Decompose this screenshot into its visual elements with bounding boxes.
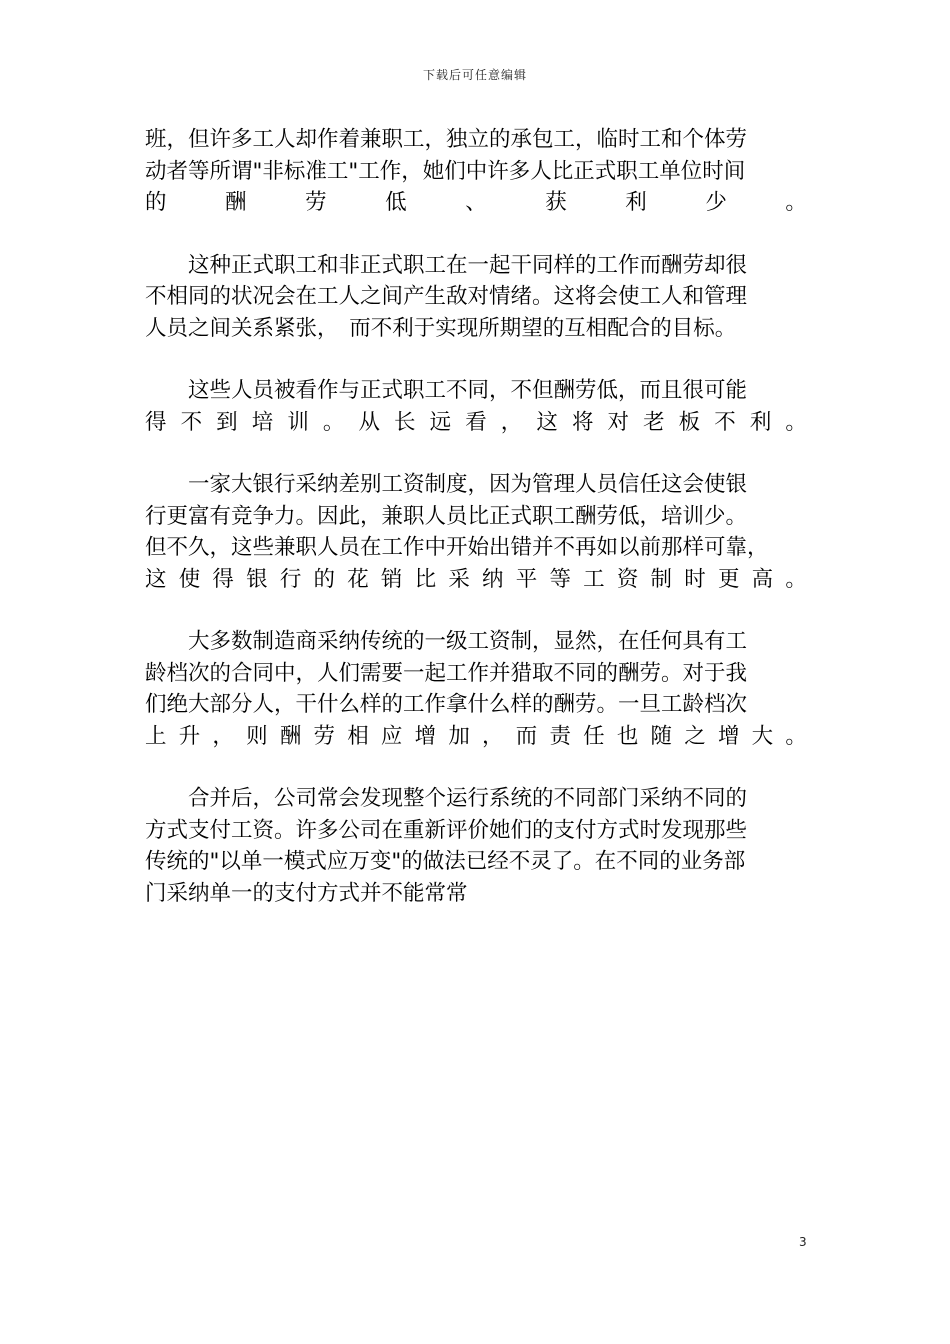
text-line: 一家大银行采纳差别工资制度，因为管理人员信任这会使银 — [145, 472, 748, 497]
text-line: 这 使 得 银 行 的 花 销 比 采 纳 平 等 工 资 制 时 更 高 。 — [145, 566, 807, 592]
text-line: 方式支付工资。许多公司在重新评价她们的支付方式时发现那些 — [145, 817, 748, 843]
text-line: 但不久，这些兼职人员在工作中开始出错并不再如以前那样可靠， — [145, 535, 769, 560]
text-line: 门采纳单一的支付方式并不能常常 — [145, 880, 468, 906]
text-line: 行更富有竞争力。因此，兼职人员比正式职工酬劳低，培训少。 — [145, 503, 748, 529]
text-line: 龄档次的合同中，人们需要一起工作并猎取不同的酬劳。对于我 — [145, 660, 748, 686]
text-line: 合并后，公司常会发现整个运行系统的不同部门采纳不同的 — [145, 786, 748, 811]
paragraph — [145, 250, 807, 345]
text-line: 这些人员被看作与正式职工不同，不但酬劳低，而且很可能 — [145, 378, 748, 403]
text-line: 这种正式职工和非正式职工在一起干同样的工作而酬劳却很 — [145, 252, 748, 278]
paragraph — [145, 626, 807, 752]
text-line: 人员之间关系紧张， 而不利于实现所期望的互相配合的目标。 — [145, 315, 737, 341]
paragraph — [145, 469, 807, 595]
paragraph — [145, 783, 807, 909]
text-line: 不相同的状况会在工人之间产生敌对情绪。这将会使工人和管理 — [145, 284, 748, 309]
text-line: 班，但许多工人却作着兼职工，独立的承包工，临时工和个体劳 — [145, 127, 748, 152]
text-line: 大多数制造商采纳传统的一级工资制，显然，在任何具有工 — [145, 629, 748, 654]
paragraph — [145, 375, 807, 438]
text-line: 动者等所谓"非标准工"工作，她们中许多人比正式职工单位时间 — [145, 158, 746, 184]
text-line: 们绝大部分人，干什么样的工作拿什么样的酬劳。一旦工龄档次 — [145, 692, 748, 717]
text-line: 的 酬 劳 低 、 获 利 少 。 — [145, 190, 807, 215]
page-header: 下载后可任意编辑 — [422, 68, 527, 82]
paragraph — [145, 124, 807, 219]
page-number: 3 — [799, 1235, 807, 1249]
text-line: 上 升 ， 则 酬 劳 相 应 增 加 ， 而 责 任 也 随 之 增 大 。 — [145, 723, 807, 749]
text-line: 传统的"以单一模式应万变"的做法已经不灵了。在不同的业务部 — [145, 849, 746, 874]
document-body — [145, 124, 807, 940]
text-line: 得 不 到 培 训 。 从 长 远 看 ， 这 将 对 老 板 不 利 。 — [145, 409, 807, 435]
